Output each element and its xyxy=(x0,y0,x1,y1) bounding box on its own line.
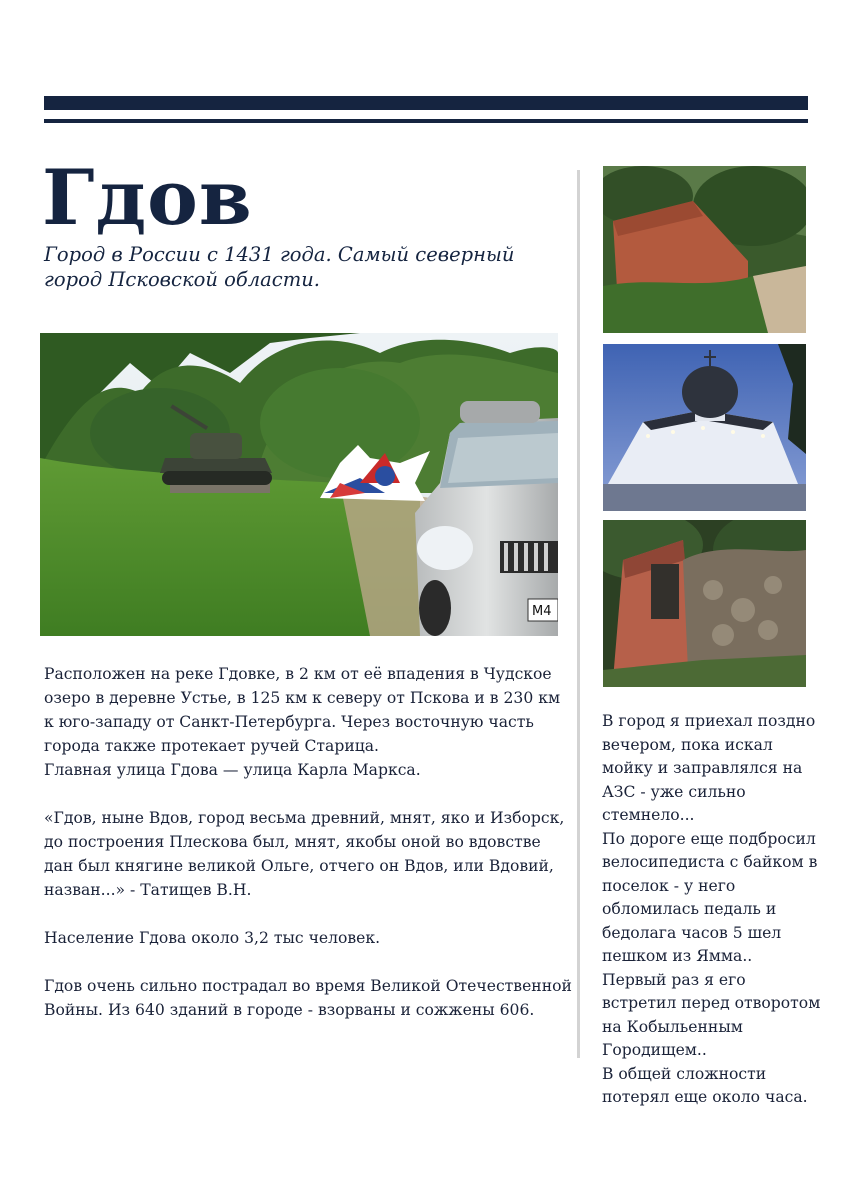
sidebar-story xyxy=(602,710,824,1110)
side-photo-ruins xyxy=(603,520,806,687)
sidebar-paragraph: В общей сложности потерял еще около часа. xyxy=(602,1064,808,1106)
header-rule-thin xyxy=(44,119,808,123)
article-body xyxy=(44,662,574,1046)
page-subtitle: Город в России с 1431 года. Самый северный город Псковской области. xyxy=(44,243,515,291)
article-location-text: Расположен на реке Гдовке, в 2 км от её впадения в Чудское озеро в деревне Устье, в 125 км к северу от Пскова и в 230 км к юго-западу от Санкт-Петербурга. Через восточную часть города также протекает ручей Старица. xyxy=(44,665,561,755)
article-quote: «Гдов, ныне Вдов, город весьма древний, мнят, яко и Изборск, до построения Плескова был, мнят, якобы оной во вдовстве дан был княгине великой Ольге, отчего он Вдов, или Вдовий, назван...» - Татищев В.Н. xyxy=(44,809,565,899)
header-rule-thick xyxy=(44,96,808,110)
license-plate-text: М4 xyxy=(532,604,552,619)
main-photo-tank-memorial xyxy=(40,333,558,636)
article-war-history: Гдов очень сильно пострадал во время Великой Отечественной Войны. Из 640 зданий в городе - взорваны и сожжены 606. xyxy=(44,977,572,1019)
side-photo-fortress-wall xyxy=(603,166,806,333)
article-street-text: Главная улица Гдова — улица Карла Маркса. xyxy=(44,761,421,779)
article-population: Население Гдова около 3,2 тыс человек. xyxy=(44,929,381,947)
sidebar-paragraph: В город я приехал поздно вечером, пока искал мойку и заправлялся на АЗС - уже сильно стемнело... xyxy=(602,712,816,824)
sidebar-paragraph: Первый раз я его встретил перед отворотом на Кобыльенным Городищем.. xyxy=(602,970,821,1059)
article-paragraph xyxy=(44,662,574,782)
page-title: Гдов xyxy=(42,153,253,242)
side-photo-church xyxy=(603,344,806,511)
column-divider xyxy=(577,170,580,1058)
sidebar-paragraph: По дороге еще подбросил велосипедиста с байком в поселок - у него обломилась педаль и бедолага часов 5 шел пешком из Ямма.. xyxy=(602,829,818,965)
